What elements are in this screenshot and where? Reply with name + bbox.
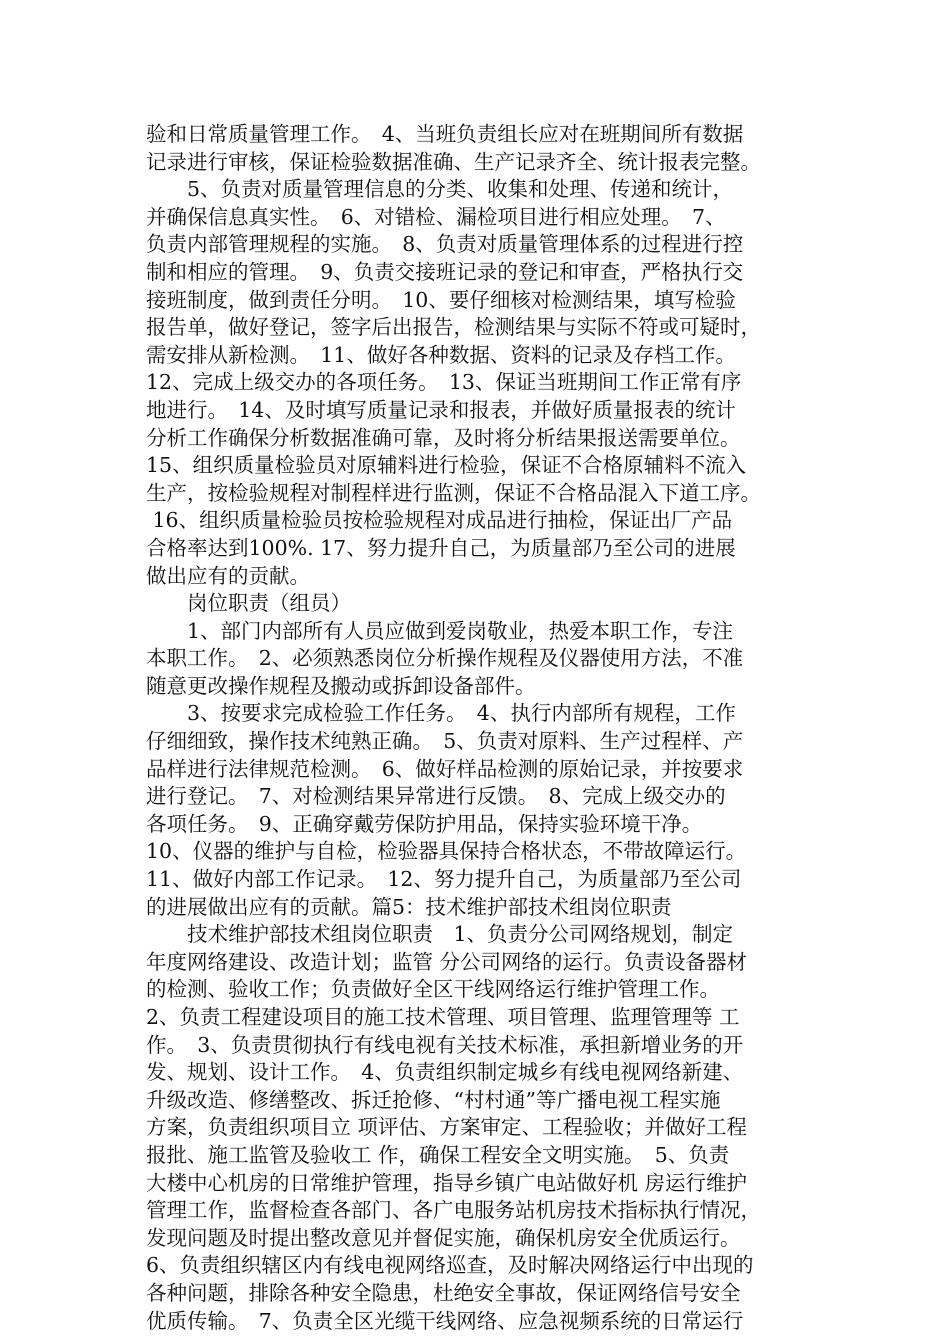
text-line: 大楼中心机房的日常维护管理，指导乡镇广电站做好机 房运行维护 (146, 1170, 748, 1195)
text-line: 2、负责工程建设项目的施工技术管理、项目管理、监理管理等 工 (146, 1005, 740, 1029)
text-line: 技术维护部技术组岗位职责 1、负责分公司网络规划，制定 (146, 922, 734, 947)
text-line: 升级改造、修缮整改、拆迁抢修、“村村通”等广播电视工程实施 (146, 1087, 721, 1112)
text-line: 11、做好内部工作记录。 12、努力提升自己，为质量部乃至公司 (146, 867, 742, 892)
text-line: 做出应有的贡献。 (146, 563, 310, 588)
text-line: 岗位职责（组员） (146, 591, 351, 616)
text-line: 合格率达到100%. 17、努力提升自己，为质量部乃至公司的进展 (146, 535, 736, 560)
text-line: 并确保信息真实性。 6、对错检、漏检项目进行相应处理。 7、 (146, 204, 726, 229)
text-line: 进行登记。 7、对检测结果异常进行反馈。 8、完成上级交办的 (146, 784, 726, 809)
text-line: 生产，按检验规程对制程样进行监测，保证不合格品混入下道工序。 (146, 480, 761, 505)
text-line: 本职工作。 2、必须熟悉岗位分析操作规程及仪器使用方法，不准 (146, 646, 744, 671)
text-line: 各项任务。 9、正确穿戴劳保防护用品，保持实验环境干净。 (146, 811, 703, 836)
text-line: 发现问题及时提出整改意见并督促实施，确保机房安全优质运行。 (146, 1225, 741, 1250)
text-line: 的检测、验收工作；负责做好全区干线网络运行维护管理工作。 (146, 977, 720, 1002)
text-line: 地进行。 14、及时填写质量记录和报表，并做好质量报表的统计 (146, 397, 736, 422)
text-line: 随意更改操作规程及搬动或拆卸设备部件。 (146, 673, 536, 698)
body-text (146, 121, 826, 1335)
text-line: 各种问题，排除各种安全隐患，杜绝安全事故，保证网络信号安全 (146, 1280, 741, 1305)
text-line: 6、负责组织辖区内有线电视网络巡查，及时解决网络运行中出现的 (146, 1253, 754, 1278)
text-line: 分析工作确保分析数据准确可靠，及时将分析结果报送需要单位。 (146, 425, 741, 450)
text-line: 接班制度，做到责任分明。 10、要仔细核对检测结果，填写检验 (146, 287, 736, 312)
text-line: 管理工作，监督检查各部门、各广电服务站机房技术指标执行情况， (146, 1198, 761, 1223)
text-line: 负责内部管理规程的实施。 8、负责对质量管理体系的过程进行控 (146, 232, 744, 257)
text-line: 方案，负责组织项目立 项评估、方案审定、工程验收；并做好工程 (146, 1115, 748, 1140)
text-line: 16、组织质量检验员按检验规程对成品进行抽检，保证出厂产品 (146, 508, 733, 533)
text-line: 10、仪器的维护与自检，检验器具保持合格状态，不带故障运行。 (146, 839, 747, 864)
text-line: 仔细细致，操作技术纯熟正确。 5、负责对原料、生产过程样、产 (146, 729, 744, 754)
text-line: 作。 3、负责贯彻执行有线电视有关技术标准，承担新增业务的开 (146, 1032, 744, 1057)
text-line: 制和相应的管理。 9、负责交接班记录的登记和审查，严格执行交 (146, 259, 744, 284)
text-line: 发、规划、设计工作。 4、负责组织制定城乡有线电视网络新建、 (146, 1060, 744, 1085)
text-line: 15、组织质量检验员对原辅料进行检验，保证不合格原辅料不流入 (146, 453, 747, 478)
text-line: 报告单，做好登记，签字后出报告，检测结果与实际不符或可疑时， (146, 315, 761, 340)
text-line: 优质传输。 7、负责全区光缆干线网络、应急视频系统的日常运行 (146, 1308, 744, 1333)
text-line: 12、完成上级交办的各项任务。 13、保证当班期间工作正常有序 (146, 370, 742, 395)
text-line: 1、部门内部所有人员应做到爱岗敬业，热爱本职工作，专注 (146, 618, 734, 643)
text-line: 验和日常质量管理工作。 4、当班负责组长应对在班期间所有数据 (146, 122, 744, 146)
text-line: 需安排从新检测。 11、做好各种数据、资料的记录及存档工作。 (146, 342, 736, 367)
text-line: 的进展做出应有的贡献。篇5：技术维护部技术组岗位职责 (146, 894, 672, 919)
text-line: 品样进行法律规范检测。 6、做好样品检测的原始记录，并按要求 (146, 756, 744, 781)
text-line: 5、负责对质量管理信息的分类、收集和处理、传递和统计， (146, 177, 734, 202)
text-line: 记录进行审核，保证检验数据准确、生产记录齐全、统计报表完整。 (146, 149, 761, 174)
text-line: 3、按要求完成检验工作任务。 4、执行内部所有规程，工作 (146, 701, 736, 726)
text-line: 报批、施工监管及验收工 作，确保工程安全文明实施。 5、负责 (146, 1142, 730, 1167)
text-line: 年度网络建设、改造计划；监管 分公司网络的运行。负责设备器材 (146, 949, 748, 974)
